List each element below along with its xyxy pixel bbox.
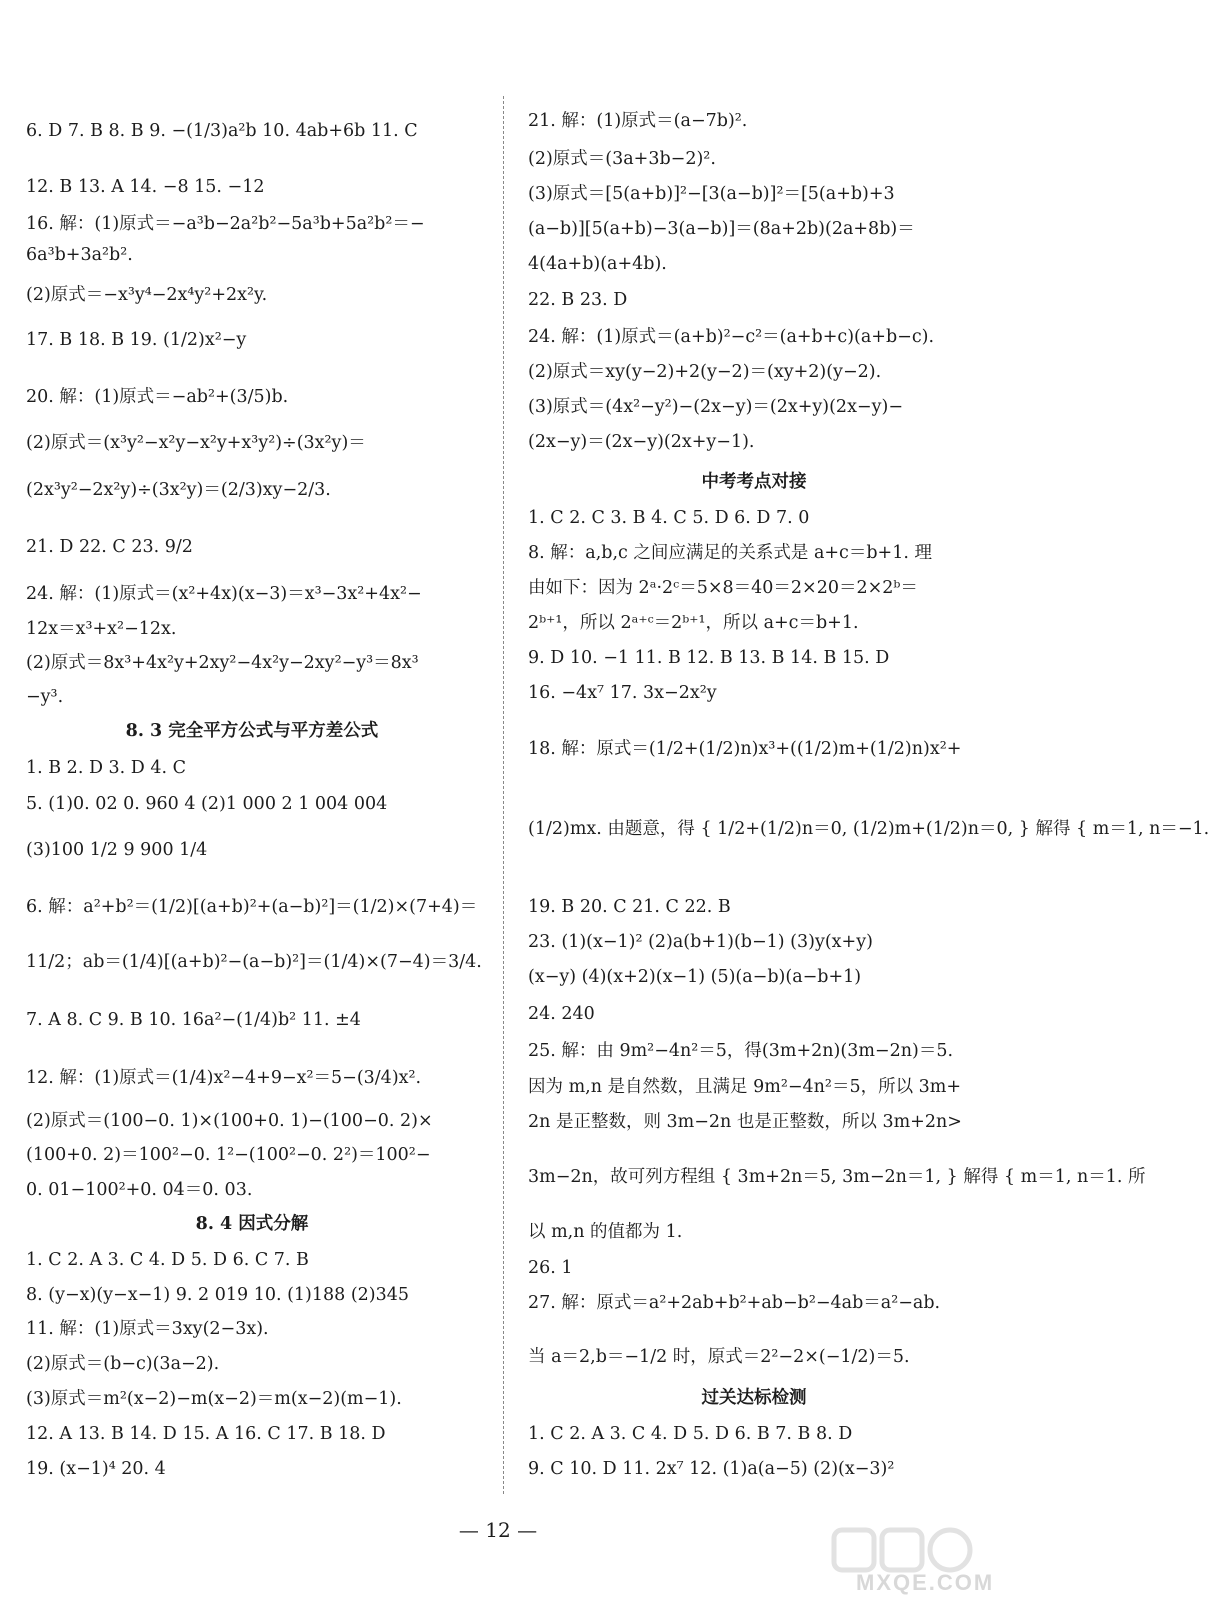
left-answer-line: (2)原式＝−x³y⁴−2x⁴y²+2x²y. <box>26 285 268 305</box>
left-answer-line: (2)原式＝8x³+4x²y+2xy²−4x²y−2xy²−y³＝8x³ <box>26 653 419 673</box>
left-answer-line: 6. D 7. B 8. B 9. −(1/3)a²b 10. 4ab+6b 11. C <box>26 121 418 141</box>
left-answer-line: 0. 01−100²+0. 04＝0. 03. <box>26 1180 253 1200</box>
right-answer-line: 3m−2n，故可列方程组 { 3m+2n＝5, 3m−2n＝1, } 解得 { m＝1, n＝1. 所 <box>528 1167 1146 1187</box>
left-answer-line: 11/2；ab＝(1/4)[(a+b)²−(a−b)²]＝(1/4)×(7−4)＝3/4. <box>26 952 482 972</box>
left-answer-line: 17. B 18. B 19. (1/2)x²−y <box>26 330 247 350</box>
left-answer-line: (2x³y²−2x²y)÷(3x²y)＝(2/3)xy−2/3. <box>26 480 331 500</box>
right-answer-line: 2n 是正整数，则 3m−2n 也是正整数，所以 3m+2n> <box>528 1112 962 1132</box>
right-section-heading: 过关达标检测 <box>701 1388 807 1408</box>
left-answer-line: (2)原式＝(x³y²−x²y−x²y+x³y²)÷(3x²y)＝ <box>26 433 366 453</box>
right-answer-line: (3)原式＝(4x²−y²)−(2x−y)＝(2x+y)(2x−y)− <box>528 397 903 417</box>
right-answer-line: 22. B 23. D <box>528 290 628 310</box>
right-answer-line: 1. C 2. A 3. C 4. D 5. D 6. B 7. B 8. D <box>528 1424 853 1444</box>
right-answer-line: 9. D 10. −1 11. B 12. B 13. B 14. B 15. D <box>528 648 890 668</box>
left-answer-line: 24. 解：(1)原式＝(x²+4x)(x−3)＝x³−3x²+4x²− <box>26 584 422 604</box>
left-answer-line: (100+0. 2)＝100²−0. 1²−(100²−0. 2²)＝100²− <box>26 1145 431 1165</box>
right-answer-line: (a−b)][5(a+b)−3(a−b)]＝(8a+2b)(2a+8b)＝ <box>528 219 915 239</box>
right-answer-line: (2x−y)＝(2x−y)(2x+y−1). <box>528 432 755 452</box>
right-answer-line: 23. (1)(x−1)² (2)a(b+1)(b−1) (3)y(x+y) <box>528 932 873 952</box>
right-answer-line: 27. 解：原式＝a²+2ab+b²+ab−b²−4ab＝a²−ab. <box>528 1293 941 1313</box>
right-answer-line: 9. C 10. D 11. 2x⁷ 12. (1)a(a−5) (2)(x−3)² <box>528 1459 895 1479</box>
right-answer-line: (3)原式＝[5(a+b)]²−[3(a−b)]²＝[5(a+b)+3 <box>528 184 895 204</box>
left-answer-line: 8. (y−x)(y−x−1) 9. 2 019 10. (1)188 (2)345 <box>26 1285 410 1305</box>
left-answer-line: 12x＝x³+x²−12x. <box>26 619 177 639</box>
left-answer-line: 6. 解：a²+b²＝(1/2)[(a+b)²+(a−b)²]＝(1/2)×(7+4)＝ <box>26 897 478 917</box>
left-answer-line: 7. A 8. C 9. B 10. 16a²−(1/4)b² 11. ±4 <box>26 1010 361 1030</box>
right-answer-line: 18. 解：原式＝(1/2+(1/2)n)x³+((1/2)m+(1/2)n)x²+ <box>528 739 962 759</box>
left-answer-line: (2)原式＝(b−c)(3a−2). <box>26 1354 220 1374</box>
left-answer-line: 1. B 2. D 3. D 4. C <box>26 758 187 778</box>
left-answer-line: 11. 解：(1)原式＝3xy(2−3x). <box>26 1319 269 1339</box>
left-answer-line: 20. 解：(1)原式＝−ab²+(3/5)b. <box>26 387 289 407</box>
right-answer-line: 2ᵇ⁺¹，所以 2ᵃ⁺ᶜ＝2ᵇ⁺¹，所以 a+c＝b+1. <box>528 613 859 633</box>
right-answer-line: 19. B 20. C 21. C 22. B <box>528 897 731 917</box>
right-answer-line: 24. 240 <box>528 1004 595 1024</box>
left-answer-line: (3)原式＝m²(x−2)−m(x−2)＝m(x−2)(m−1). <box>26 1389 402 1409</box>
right-answer-line: 25. 解：由 9m²−4n²＝5，得(3m+2n)(3m−2n)＝5. <box>528 1041 954 1061</box>
left-answer-line: 12. 解：(1)原式＝(1/4)x²−4+9−x²＝5−(3/4)x². <box>26 1068 422 1088</box>
right-section-heading: 中考考点对接 <box>701 472 807 492</box>
right-answer-line: 4(4a+b)(a+4b). <box>528 254 667 274</box>
left-answer-line: (2)原式＝(100−0. 1)×(100+0. 1)−(100−0. 2)× <box>26 1111 433 1131</box>
left-answer-line: 16. 解：(1)原式＝−a³b−2a²b²−5a³b+5a²b²＝− <box>26 214 425 234</box>
left-answer-line: 6a³b+3a²b². <box>26 245 133 265</box>
right-answer-line: (2)原式＝(3a+3b−2)². <box>528 149 716 169</box>
left-answer-line: 21. D 22. C 23. 9/2 <box>26 537 193 557</box>
right-answer-line: 以 m,n 的值都为 1. <box>528 1222 683 1242</box>
left-section-heading: 8. 4 因式分解 <box>195 1214 309 1234</box>
left-answer-line: 19. (x−1)⁴ 20. 4 <box>26 1459 166 1479</box>
right-answer-line: 16. −4x⁷ 17. 3x−2x²y <box>528 683 717 703</box>
right-answer-line: (1/2)mx. 由题意，得 { 1/2+(1/2)n＝0, (1/2)m+(1/2)n＝0, } 解得 { m＝1, n＝−1. <box>528 819 1209 839</box>
right-answer-line: 26. 1 <box>528 1258 573 1278</box>
right-answer-line: 由如下：因为 2ᵃ·2ᶜ＝5×8＝40＝2×20＝2×2ᵇ＝ <box>528 578 918 598</box>
left-section-heading: 8. 3 完全平方公式与平方差公式 <box>125 721 379 741</box>
left-answer-line: 12. A 13. B 14. D 15. A 16. C 17. B 18. D <box>26 1424 386 1444</box>
right-answer-line: 1. C 2. C 3. B 4. C 5. D 6. D 7. 0 <box>528 508 810 528</box>
left-answer-line: 5. (1)0. 02 0. 960 4 (2)1 000 2 1 004 004 <box>26 794 388 814</box>
right-answer-line: 当 a＝2,b＝−1/2 时，原式＝2²−2×(−1/2)＝5. <box>528 1347 910 1367</box>
left-answer-line: 12. B 13. A 14. −8 15. −12 <box>26 177 265 197</box>
right-answer-line: 因为 m,n 是自然数，且满足 9m²−4n²＝5，所以 3m+ <box>528 1077 962 1097</box>
right-answer-line: 24. 解：(1)原式＝(a+b)²−c²＝(a+b+c)(a+b−c). <box>528 327 935 347</box>
left-answer-line: −y³. <box>26 687 64 707</box>
right-answer-line: 8. 解：a,b,c 之间应满足的关系式是 a+c＝b+1. 理 <box>528 543 932 563</box>
watermark-text: MXQE.COM <box>856 1570 995 1595</box>
right-answer-line: (x−y) (4)(x+2)(x−1) (5)(a−b)(a−b+1) <box>528 967 862 987</box>
left-answer-line: (3)100 1/2 9 900 1/4 <box>26 840 208 860</box>
page-number: — 12 — <box>458 1518 538 1542</box>
left-answer-line: 1. C 2. A 3. C 4. D 5. D 6. C 7. B <box>26 1250 309 1270</box>
right-answer-line: (2)原式＝xy(y−2)+2(y−2)＝(xy+2)(y−2). <box>528 362 882 382</box>
right-answer-line: 21. 解：(1)原式＝(a−7b)². <box>528 111 748 131</box>
column-divider <box>503 96 504 1494</box>
